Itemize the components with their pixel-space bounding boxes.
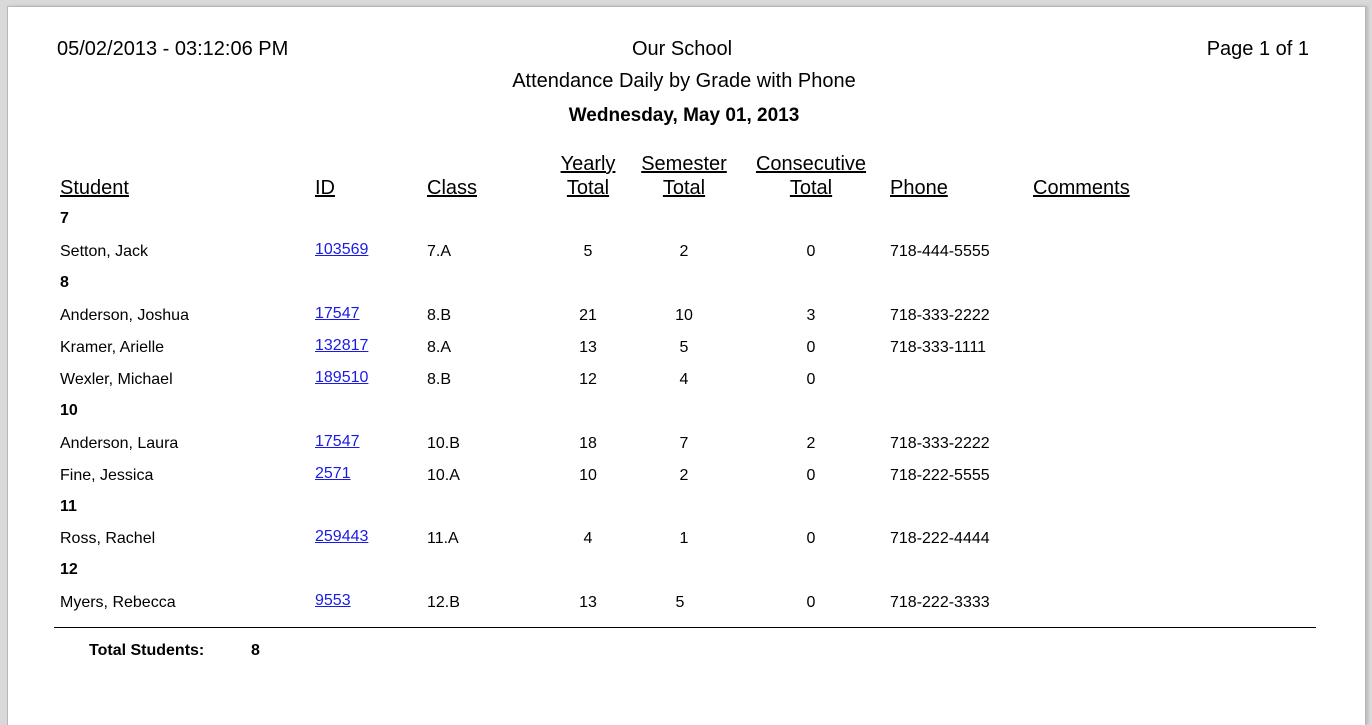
- student-id-link[interactable]: 9553: [315, 592, 351, 609]
- student-phone: 718-333-2222: [890, 435, 990, 452]
- student-class: 8.A: [427, 339, 452, 356]
- report-date: Wednesday, May 01, 2013: [568, 105, 800, 126]
- column-header-semester-top: Semester: [641, 153, 727, 175]
- consecutive-total: 0: [806, 467, 816, 484]
- student-phone: 718-444-5555: [890, 243, 990, 260]
- grade-heading: 12: [60, 561, 78, 578]
- student-phone: 718-222-3333: [890, 594, 990, 611]
- yearly-total: 13: [579, 339, 597, 356]
- yearly-total: 10: [579, 467, 597, 484]
- student-name: Myers, Rebecca: [60, 594, 176, 611]
- report-title: Attendance Daily by Grade with Phone: [512, 70, 856, 92]
- consecutive-total: 2: [806, 435, 816, 452]
- page-number: Page 1 of 1: [1206, 38, 1309, 60]
- column-header-yearly-top: Yearly: [560, 153, 616, 175]
- yearly-total: 18: [579, 435, 597, 452]
- student-class: 12.B: [427, 594, 460, 611]
- consecutive-total: 0: [806, 530, 816, 547]
- grade-heading: 7: [60, 210, 69, 227]
- student-name: Wexler, Michael: [60, 371, 173, 388]
- student-id-link[interactable]: 17547: [315, 305, 360, 322]
- semester-total: 5: [675, 594, 685, 611]
- column-header-class: Class: [427, 177, 478, 199]
- column-header-phone: Phone: [890, 177, 948, 199]
- semester-total: 4: [679, 371, 689, 388]
- student-phone: 718-333-1111: [890, 339, 987, 356]
- student-name: Ross, Rachel: [60, 530, 156, 547]
- student-phone: 718-222-5555: [890, 467, 990, 484]
- school-name: Our School: [631, 38, 733, 60]
- student-class: 10.B: [427, 435, 460, 452]
- semester-total: 2: [679, 243, 689, 260]
- consecutive-total: 0: [806, 594, 816, 611]
- yearly-total: 12: [579, 371, 597, 388]
- yearly-total: 21: [579, 307, 597, 324]
- student-name: Setton, Jack: [60, 243, 149, 260]
- column-header-comments: Comments: [1033, 177, 1130, 199]
- column-header-yearly-bottom: Total: [566, 177, 610, 199]
- semester-total: 2: [679, 467, 689, 484]
- column-header-consecutive-bottom: Total: [789, 177, 833, 199]
- student-class: 8.B: [427, 371, 452, 388]
- student-class: 10.A: [427, 467, 460, 484]
- column-header-id: ID: [315, 177, 335, 199]
- semester-total: 5: [679, 339, 689, 356]
- consecutive-total: 0: [806, 339, 816, 356]
- grade-heading: 10: [60, 402, 78, 419]
- total-students-label: Total Students:: [89, 642, 205, 659]
- yearly-total: 4: [583, 530, 593, 547]
- report-datetime: 05/02/2013 - 03:12:06 PM: [57, 38, 289, 60]
- student-id-link[interactable]: 189510: [315, 369, 369, 386]
- semester-total: 7: [679, 435, 689, 452]
- student-id-link[interactable]: 2571: [315, 465, 351, 482]
- student-name: Kramer, Arielle: [60, 339, 165, 356]
- student-class: 7.A: [427, 243, 452, 260]
- yearly-total: 5: [583, 243, 593, 260]
- semester-total: 1: [679, 530, 689, 547]
- student-id-link[interactable]: 259443: [315, 528, 369, 545]
- yearly-total: 13: [579, 594, 597, 611]
- consecutive-total: 0: [806, 371, 816, 388]
- student-class: 8.B: [427, 307, 452, 324]
- consecutive-total: 3: [806, 307, 816, 324]
- column-header-consecutive-top: Consecutive: [755, 153, 867, 175]
- consecutive-total: 0: [806, 243, 816, 260]
- student-id-link[interactable]: 132817: [315, 337, 369, 354]
- grade-heading: 8: [60, 274, 69, 291]
- student-id-link[interactable]: 103569: [315, 241, 369, 258]
- student-phone: 718-222-4444: [890, 530, 990, 547]
- column-header-student: Student: [60, 177, 129, 199]
- student-name: Fine, Jessica: [60, 467, 154, 484]
- total-students-value: 8: [251, 642, 260, 659]
- footer-divider: [54, 627, 1316, 628]
- student-name: Anderson, Laura: [60, 435, 179, 452]
- student-id-link[interactable]: 17547: [315, 433, 360, 450]
- grade-heading: 11: [60, 498, 77, 515]
- student-name: Anderson, Joshua: [60, 307, 189, 324]
- semester-total: 10: [675, 307, 693, 324]
- student-phone: 718-333-2222: [890, 307, 990, 324]
- column-header-semester-bottom: Total: [662, 177, 706, 199]
- student-class: 11.A: [427, 530, 459, 547]
